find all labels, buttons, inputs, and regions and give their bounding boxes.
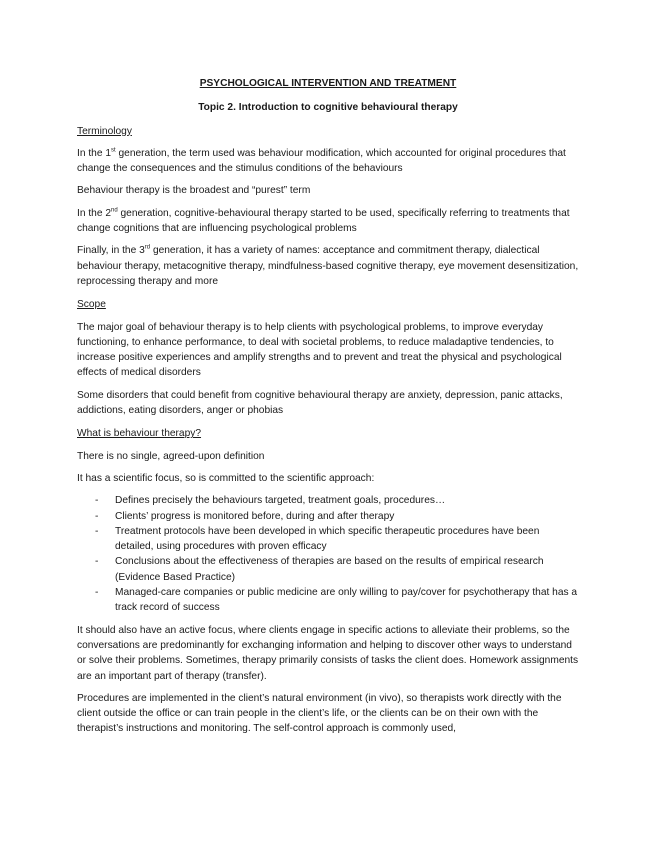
terminology-paragraph-1: [77, 146, 579, 177]
terminology-paragraph-2: Behaviour therapy is the broadest and “purest” term: [77, 185, 311, 197]
terminology-p4-pre: Finally, in the 3: [77, 245, 145, 257]
list-item: [77, 524, 579, 555]
terminology-p1-post: generation, the term used was behaviour modification, which accounted for original procedures that change the consequences and the stimulus conditions of the behaviours: [77, 147, 566, 175]
list-item: [77, 585, 579, 616]
list-item: [77, 493, 579, 508]
document-subtitle: Topic 2. Introduction to cognitive behavioural therapy: [198, 102, 458, 114]
scientific-focus-list: [77, 493, 579, 615]
scope-paragraph-1: The major goal of behaviour therapy is to help clients with psychological problems, to improve everyday functioning, to enhance performance, to deal with societal problems, to reduce maladaptive tendencies, to increase positive experiences and amplify strengths and to prevent and treat the physical and psychological effects of medical disorders: [77, 321, 562, 379]
dash-marker: -: [95, 556, 99, 568]
what-is-paragraph-1: There is no single, agreed-upon definition: [77, 450, 265, 462]
document-page: [77, 70, 579, 737]
scope-paragraph-2: Some disorders that could benefit from cognitive behavioural therapy are anxiety, depression, panic attacks, addictions, eating disorders, anger or phobias: [77, 389, 563, 417]
what-is-paragraph-3: It should also have an active focus, where clients engage in specific actions to alleviate their problems, so the conversations are predominantly for exchanging information and helping to discover other ways to understand or solve their problems. Sometimes, therapy primarily consists of tasks the client does. Homework assignments are an important part of therapy (transfer).: [77, 624, 579, 682]
terminology-p1-sup: st: [111, 147, 116, 154]
what-is-paragraph-4: Procedures are implemented in the client’s natural environment (in vivo), so therapists work directly with the client outside the office or can train people in the client’s life, or the clients can be on their own with the therapist’s instructions and monitoring. The self-control approach is commonly used,: [77, 692, 562, 735]
terminology-paragraph-4: [77, 243, 579, 289]
list-item-text: Defines precisely the behaviours targeted, treatment goals, procedures…: [115, 495, 446, 507]
terminology-p4-sup: rd: [144, 244, 151, 251]
dash-marker: -: [95, 510, 99, 522]
section-heading-what-is: What is behaviour therapy?: [77, 428, 202, 440]
list-item-text: Clients’ progress is monitored before, during and after therapy: [115, 510, 395, 522]
list-item-text: Treatment protocols have been developed in which specific therapeutic procedures have been detailed, using procedures with proven efficacy: [115, 525, 540, 553]
terminology-p4-post: generation, it has a variety of names: acceptance and commitment therapy, dialectical behaviour therapy, metacognitive therapy, mindfulness-based cognitive therapy, eye movement desensitization, reprocessing therapy and more: [77, 245, 579, 287]
terminology-paragraph-3: [77, 206, 579, 237]
terminology-p1-pre: In the 1: [77, 147, 111, 159]
terminology-p3-post: generation, cognitive-behavioural therapy started to be used, specifically referring to treatments that change cognitions that are influencing psychological problems: [77, 207, 570, 235]
terminology-p3-sup: nd: [111, 207, 118, 214]
terminology-p3-pre: In the 2: [77, 207, 111, 219]
document-title: PSYCHOLOGICAL INTERVENTION AND TREATMENT: [199, 78, 457, 89]
dash-marker: -: [95, 495, 99, 507]
section-heading-scope: Scope: [77, 299, 106, 311]
list-item-text: Conclusions about the effectiveness of therapies are based on the results of empirical research (Evidence Based Practice): [115, 556, 544, 583]
section-heading-terminology: Terminology: [77, 125, 132, 137]
list-item-text: Managed-care companies or public medicine are only willing to pay/cover for psychotherapy that has a track record of success: [115, 587, 578, 614]
what-is-paragraph-2: It has a scientific focus, so is committed to the scientific approach:: [77, 472, 375, 484]
dash-marker: -: [95, 587, 99, 599]
dash-marker: -: [95, 525, 99, 537]
list-item: [77, 554, 579, 585]
list-item: [77, 509, 579, 524]
